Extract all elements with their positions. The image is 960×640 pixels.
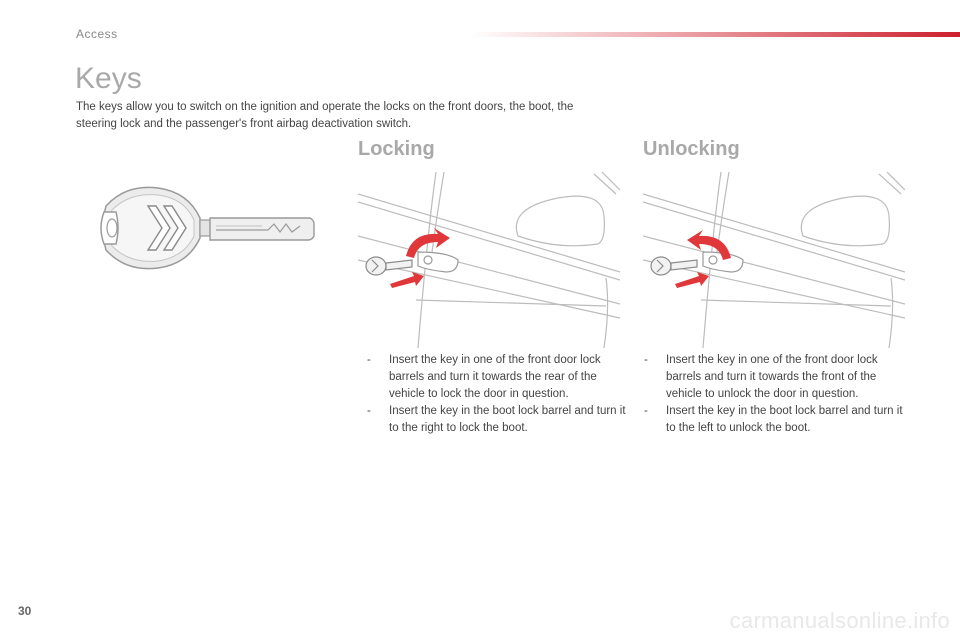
locking-door-illustration <box>358 168 620 348</box>
insert-arrow-icon <box>675 272 709 288</box>
section-label: Access <box>76 27 118 41</box>
intro-paragraph: The keys allow you to switch on the ignition and operate the locks on the front doors, the boot, the steering lock and the passenger's front airbag deactivation switch. <box>76 101 574 130</box>
watermark: carmanualsonline.info <box>729 608 950 633</box>
page-title: Keys <box>75 62 142 95</box>
unlocking-steps <box>644 352 906 437</box>
unlocking-heading: Unlocking <box>643 138 740 160</box>
locking-steps <box>367 352 629 437</box>
list-item: - Insert the key in the boot lock barrel and turn it to the right to lock the boot. <box>367 405 626 434</box>
page-number: 30 <box>18 604 32 618</box>
unlocking-door-illustration <box>643 168 905 348</box>
locking-heading: Locking <box>358 138 435 160</box>
list-item: - Insert the key in the boot lock barrel and turn it to the left to unlock the boot. <box>644 405 903 434</box>
key-illustration <box>96 178 318 278</box>
list-item: - Insert the key in one of the front door lock barrels and turn it towards the front of the vehicle to unlock the door in question. <box>644 354 878 400</box>
header-accent-bar <box>470 32 960 37</box>
list-item: - Insert the key in one of the front door lock barrels and turn it towards the rear of the vehicle to lock the door in question. <box>367 354 601 400</box>
key-icon <box>101 187 314 268</box>
insert-arrow-icon <box>390 272 424 288</box>
